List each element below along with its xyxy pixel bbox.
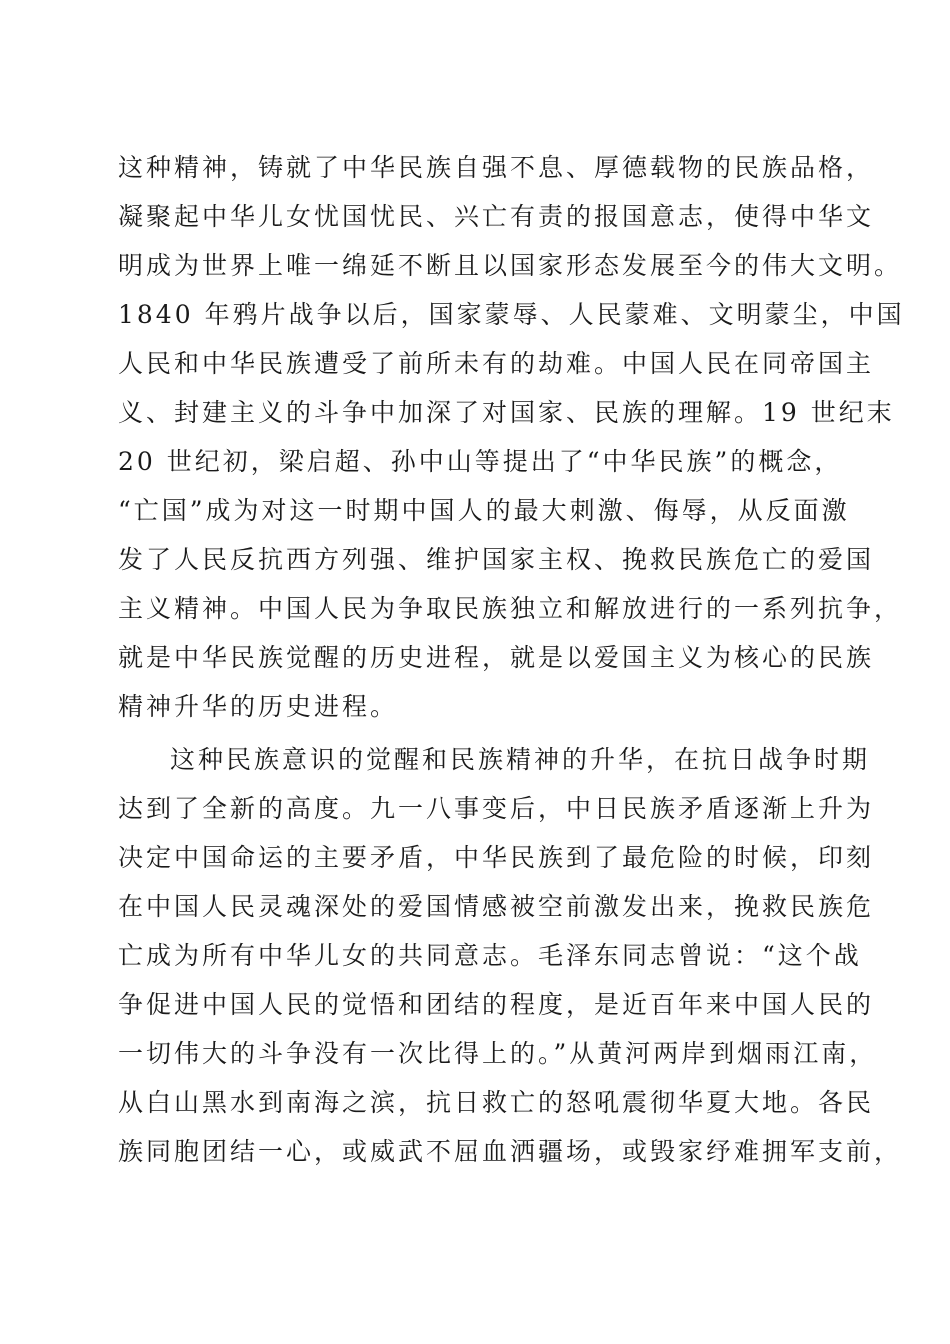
paragraph-2-line-7: 一切伟大的斗争没有一次比得上的。”从黄河两岸到烟雨江南， xyxy=(118,1039,878,1068)
paragraph-2-line-3: 决定中国命运的主要矛盾，中华民族到了最危险的时候，印刻 xyxy=(118,843,875,872)
paragraph-1-line-11: 就是中华民族觉醒的历史进程，就是以爱国主义为核心的民族 xyxy=(118,643,875,672)
paragraph-2-line-9: 族同胞团结一心，或威武不屈血洒疆场，或毁家纾难拥军支前， xyxy=(118,1137,903,1166)
paragraph-1-line-12: 精神升华的历史进程。 xyxy=(118,692,399,721)
paragraph-1-line-10: 主义精神。中国人民为争取民族独立和解放进行的一系列抗争， xyxy=(118,594,903,623)
paragraph-1-line-6: 义、封建主义的斗争中加深了对国家、民族的理解。19 世纪末 xyxy=(118,398,895,427)
paragraph-2-line-6: 争促进中国人民的觉悟和团结的程度，是近百年来中国人民的 xyxy=(118,990,875,1019)
paragraph-1-line-3: 明成为世界上唯一绵延不断且以国家形态发展至今的伟大文明。 xyxy=(118,251,903,280)
paragraph-2-line-1: 这种民族意识的觉醒和民族精神的升华，在抗日战争时期 xyxy=(170,745,871,774)
paragraph-1-line-4: 1840 年鸦片战争以后，国家蒙辱、人民蒙难、文明蒙尘，中国 xyxy=(118,300,905,329)
paragraph-1-line-7: 20 世纪初，梁启超、孙中山等提出了“中华民族”的概念， xyxy=(118,447,843,476)
paragraph-1-line-2: 凝聚起中华儿女忧国忧民、兴亡有责的报国意志，使得中华文 xyxy=(118,202,875,231)
paragraph-1-line-9: 发了人民反抗西方列强、维护国家主权、挽救民族危亡的爱国 xyxy=(118,545,875,574)
paragraph-2-line-4: 在中国人民灵魂深处的爱国情感被空前激发出来，挽救民族危 xyxy=(118,892,875,921)
paragraph-1-line-8: “亡国”成为对这一时期中国人的最大刺激、侮辱，从反面激 xyxy=(118,496,850,525)
paragraph-2-line-2: 达到了全新的高度。九一八事变后，中日民族矛盾逐渐上升为 xyxy=(118,794,875,823)
paragraph-1-line-5: 人民和中华民族遭受了前所未有的劫难。中国人民在同帝国主 xyxy=(118,349,875,378)
paragraph-2-line-5: 亡成为所有中华儿女的共同意志。毛泽东同志曾说：“这个战 xyxy=(118,941,862,970)
paragraph-2-line-8: 从白山黑水到南海之滨，抗日救亡的怒吼震彻华夏大地。各民 xyxy=(118,1088,875,1117)
paragraph-1-line-1: 这种精神，铸就了中华民族自强不息、厚德载物的民族品格， xyxy=(118,153,875,182)
